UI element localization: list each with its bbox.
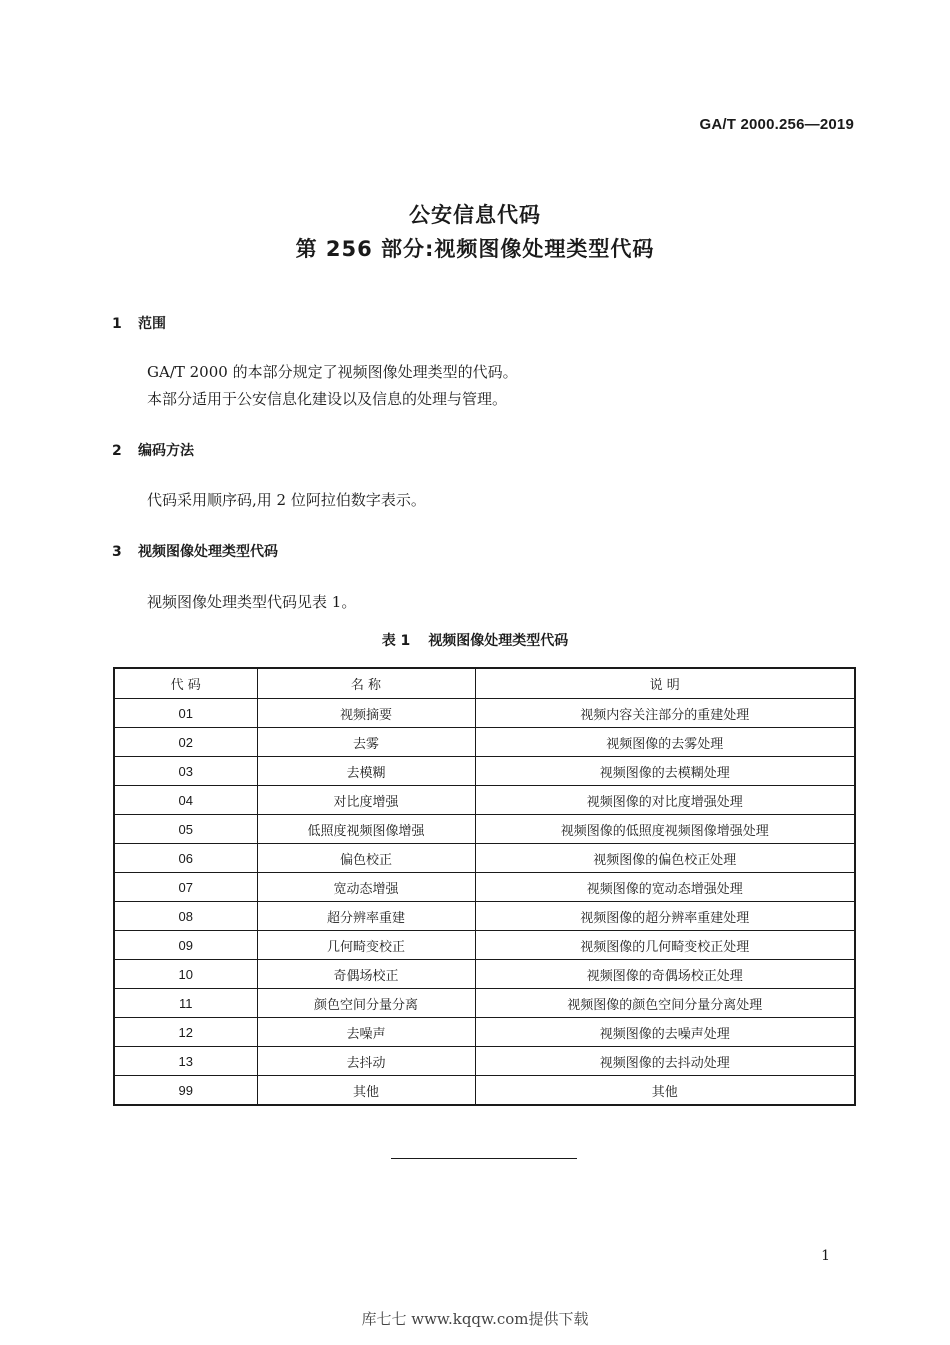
cell-code: 99 (114, 1076, 257, 1106)
document-title: 公安信息代码 (409, 203, 541, 227)
section-title: 范围 (138, 316, 166, 332)
cell-description: 视频图像的对比度增强处理 (475, 786, 855, 815)
cell-code: 02 (114, 728, 257, 757)
cell-description: 视频图像的宽动态增强处理 (475, 873, 855, 902)
cell-description: 视频图像的超分辨率重建处理 (475, 902, 855, 931)
cell-description: 视频图像的去抖动处理 (475, 1047, 855, 1076)
section-number: 1 (112, 316, 122, 332)
section-title: 编码方法 (138, 443, 194, 459)
table-row (114, 844, 855, 873)
cell-code: 12 (114, 1018, 257, 1047)
paragraph: 视频图像处理类型代码见表 1。 (147, 593, 357, 611)
cell-description: 视频图像的去雾处理 (475, 728, 855, 757)
table-row (114, 757, 855, 786)
section-heading-scope (112, 313, 166, 333)
table-row (114, 1018, 855, 1047)
table-row (114, 1076, 855, 1106)
table-row (114, 786, 855, 815)
cell-description: 视频图像的去噪声处理 (475, 1018, 855, 1047)
section-heading-type-codes (112, 541, 278, 561)
cell-name: 超分辨率重建 (257, 902, 475, 931)
cell-code: 08 (114, 902, 257, 931)
page-number: 1 (821, 1248, 830, 1264)
cell-name: 去噪声 (257, 1018, 475, 1047)
document-subtitle: 第 256 部分:视频图像处理类型代码 (295, 237, 655, 261)
table-caption (0, 630, 950, 650)
cell-name: 颜色空间分量分离 (257, 989, 475, 1018)
cell-description: 视频图像的奇偶场校正处理 (475, 960, 855, 989)
cell-code: 04 (114, 786, 257, 815)
cell-name: 去抖动 (257, 1047, 475, 1076)
cell-name: 奇偶场校正 (257, 960, 475, 989)
code-table (113, 667, 856, 1106)
paragraph: 本部分适用于公安信息化建设以及信息的处理与管理。 (147, 390, 508, 408)
cell-description: 视频图像的去模糊处理 (475, 757, 855, 786)
column-header-code: 代 码 (114, 668, 257, 699)
cell-code: 13 (114, 1047, 257, 1076)
table-caption-title: 视频图像处理类型代码 (428, 633, 569, 649)
cell-description: 视频图像的颜色空间分量分离处理 (475, 989, 855, 1018)
cell-code: 05 (114, 815, 257, 844)
cell-name: 去模糊 (257, 757, 475, 786)
cell-name: 几何畸变校正 (257, 931, 475, 960)
table-row (114, 815, 855, 844)
section-number: 2 (112, 443, 122, 459)
section-title: 视频图像处理类型代码 (138, 544, 278, 560)
cell-name: 偏色校正 (257, 844, 475, 873)
cell-code: 03 (114, 757, 257, 786)
table-row (114, 902, 855, 931)
table-caption-number: 表 1 (381, 633, 411, 649)
column-header-name: 名 称 (257, 668, 475, 699)
cell-name: 去雾 (257, 728, 475, 757)
cell-description: 其他 (475, 1076, 855, 1106)
table-row (114, 873, 855, 902)
cell-name: 对比度增强 (257, 786, 475, 815)
end-rule (391, 1158, 577, 1159)
table-row (114, 931, 855, 960)
paragraph: 代码采用顺序码,用 2 位阿拉伯数字表示。 (147, 491, 426, 509)
table-row (114, 989, 855, 1018)
standard-number: GA/T 2000.256—2019 (699, 116, 854, 133)
cell-description: 视频图像的几何畸变校正处理 (475, 931, 855, 960)
cell-code: 10 (114, 960, 257, 989)
cell-name: 宽动态增强 (257, 873, 475, 902)
table-row (114, 1047, 855, 1076)
cell-name: 低照度视频图像增强 (257, 815, 475, 844)
section-number: 3 (112, 544, 122, 560)
cell-description: 视频内容关注部分的重建处理 (475, 699, 855, 728)
cell-name: 视频摘要 (257, 699, 475, 728)
cell-code: 07 (114, 873, 257, 902)
cell-description: 视频图像的低照度视频图像增强处理 (475, 815, 855, 844)
cell-code: 11 (114, 989, 257, 1018)
column-header-description: 说 明 (475, 668, 855, 699)
cell-code: 09 (114, 931, 257, 960)
table-header-row (114, 668, 855, 699)
table-row (114, 699, 855, 728)
table-row (114, 728, 855, 757)
cell-code: 06 (114, 844, 257, 873)
section-heading-coding-method (112, 440, 194, 460)
footer-watermark: 库七七 www.kqqw.com提供下载 (361, 1310, 589, 1328)
cell-code: 01 (114, 699, 257, 728)
table-row (114, 960, 855, 989)
cell-description: 视频图像的偏色校正处理 (475, 844, 855, 873)
paragraph: GA/T 2000 的本部分规定了视频图像处理类型的代码。 (147, 363, 518, 381)
cell-name: 其他 (257, 1076, 475, 1106)
